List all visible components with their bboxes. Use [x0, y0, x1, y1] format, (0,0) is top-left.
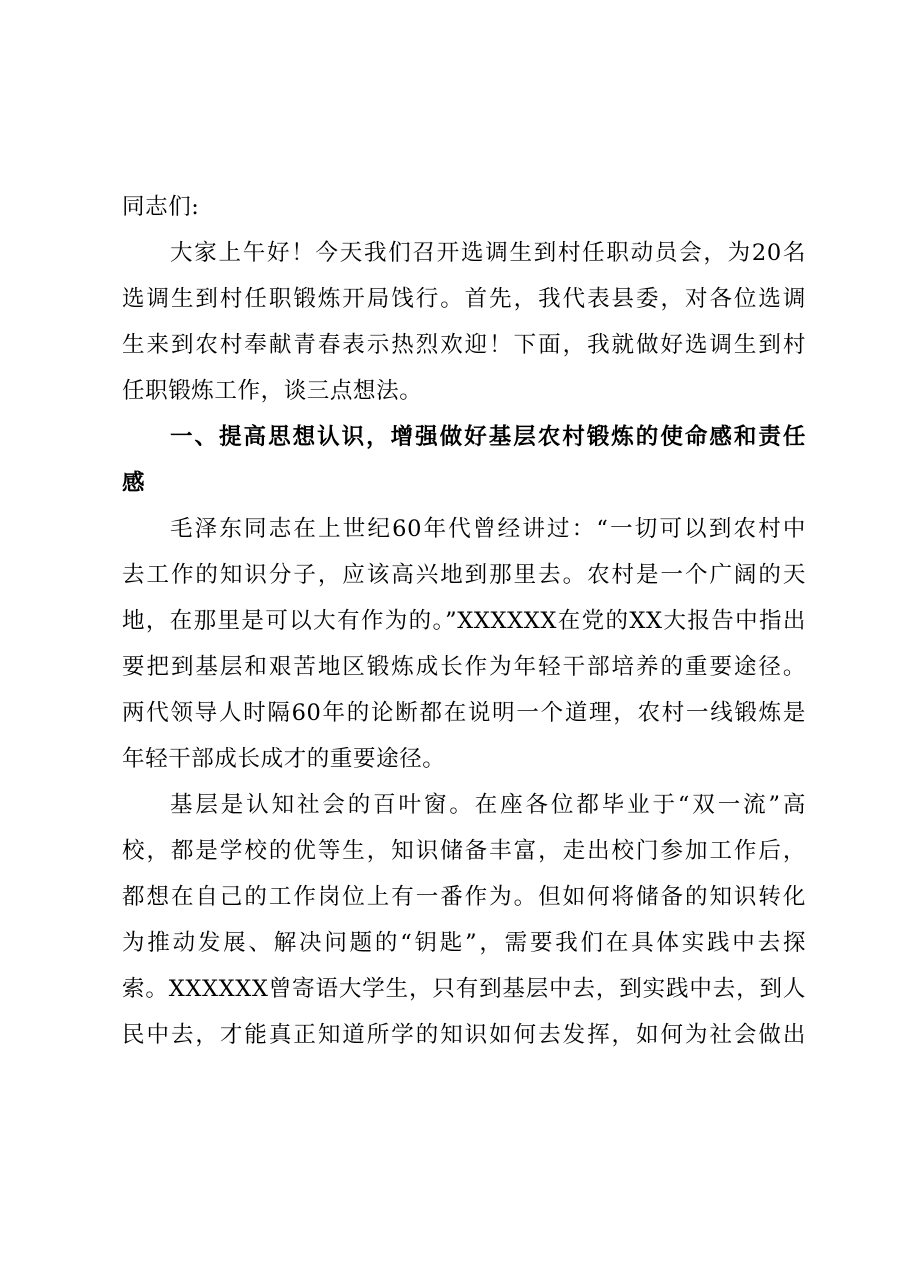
paragraph-line: 索。XXXXXX曾寄语大学生，只有到基层中去，到实践中去，到人 [122, 976, 806, 1002]
salutation: 同志们: [122, 194, 200, 220]
paragraph-line: 地，在那里是可以大有作为的。”XXXXXX在党的XX大报告中指出 [122, 608, 806, 634]
paragraph-line: 要把到基层和艰苦地区锻炼成长作为年轻干部培养的重要途径。 [122, 654, 806, 680]
paragraph-line: 基层是认知社会的百叶窗。在座各位都毕业于“双一流”高 [170, 792, 806, 818]
paragraph-line: 校，都是学校的优等生，知识储备丰富，走出校门参加工作后， [122, 838, 806, 864]
opening-paragraph [122, 230, 806, 414]
paragraph-line: 选调生到村任职锻炼开局饯行。首先，我代表县委，对各位选调 [122, 286, 806, 312]
paragraph-line: 民中去，才能真正知道所学的知识如何去发挥，如何为社会做出 [122, 1022, 806, 1048]
paragraph-line: 毛泽东同志在上世纪60年代曾经讲过：“一切可以到农村中 [170, 516, 806, 542]
heading-line: 感 [122, 470, 146, 496]
section-heading [122, 414, 806, 506]
paragraph-line: 任职锻炼工作，谈三点想法。 [122, 378, 423, 404]
body-paragraph [122, 506, 806, 782]
paragraph-line: 大家上午好！今天我们召开选调生到村任职动员会，为20名 [170, 240, 806, 266]
paragraph-line: 为推动发展、解决问题的“钥匙”，需要我们在具体实践中去探 [122, 930, 806, 956]
document-body [122, 184, 806, 1058]
paragraph-line: 去工作的知识分子，应该高兴地到那里去。农村是一个广阔的天 [122, 562, 806, 588]
paragraph-line: 都想在自己的工作岗位上有一番作为。但如何将储备的知识转化 [122, 884, 806, 910]
paragraph-line: 生来到农村奉献青春表示热烈欢迎！下面，我就做好选调生到村 [122, 332, 806, 358]
paragraph-line: 年轻干部成长成才的重要途径。 [122, 746, 446, 772]
heading-line: 一、提高思想认识，增强做好基层农村锻炼的使命感和责任 [170, 424, 806, 450]
paragraph-line: 两代领导人时隔60年的论断都在说明一个道理，农村一线锻炼是 [122, 700, 806, 726]
body-paragraph [122, 782, 806, 1058]
